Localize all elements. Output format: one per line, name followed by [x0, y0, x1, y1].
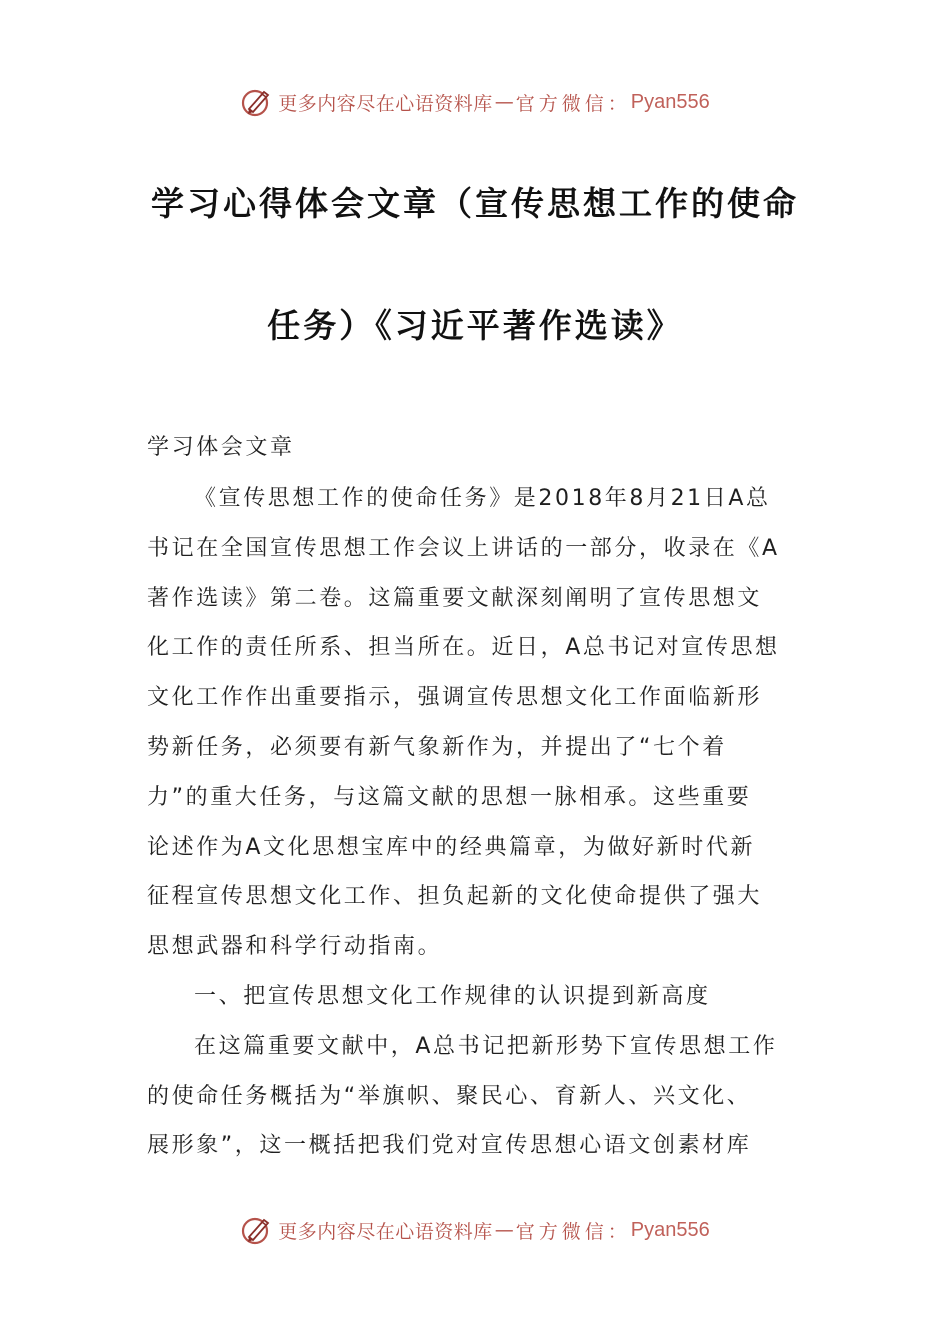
footer-dash: — [494, 1219, 514, 1241]
header-banner [0, 82, 950, 122]
paragraph-line: 征程宣传思想文化工作、担负起新的文化使命提供了强大 [147, 884, 763, 909]
pen-logo-icon [240, 1213, 274, 1247]
paragraph-line: 著作选读》第二卷。这篇重要文献深刻阐明了宣传思想文 [147, 586, 763, 611]
paragraph-line: 力”的重大任务，与这篇文献的思想一脉相承。这些重要 [147, 785, 752, 810]
document-title-line-2: 任务）《习近平著作选读》 [267, 306, 683, 345]
header-brand-text: 更多内容尽在心语资料库 [278, 92, 493, 115]
paragraph-line: 《宣传思想工作的使命任务》是2018年8月21日A总 [194, 486, 771, 511]
paragraph-line: 展形象”，这一概括把我们党对宣传思想心语文创素材库 [147, 1133, 752, 1158]
footer-official-label: 官方微信： [515, 1220, 631, 1243]
paragraph-line: 论述作为A文化思想宝库中的经典篇章，为做好新时代新 [147, 835, 756, 860]
pen-logo-icon [240, 85, 274, 119]
footer-banner [0, 1210, 950, 1250]
paragraph-line: 化工作的责任所系、担当所在。近日，A总书记对宣传思想 [147, 635, 780, 660]
paragraph-line: 在这篇重要文献中，A总书记把新形势下宣传思想工作 [194, 1034, 778, 1059]
header-official-label: 官方微信： [515, 92, 631, 115]
paragraph-line: 思想武器和科学行动指南。 [147, 934, 443, 959]
header-wechat-id: Pyan556 [630, 90, 710, 113]
footer-wechat-id: Pyan556 [630, 1218, 710, 1241]
header-dash: — [494, 91, 514, 113]
paragraph-line: 文化工作作出重要指示，强调宣传思想文化工作面临新形 [147, 685, 763, 710]
footer-brand-text: 更多内容尽在心语资料库 [278, 1220, 493, 1243]
section-heading: 一、把宣传思想文化工作规律的认识提到新高度 [194, 984, 711, 1009]
document-title-line-1: 学习心得体会文章（宣传思想工作的使命 [151, 184, 799, 223]
paragraph-line: 势新任务，必须要有新气象新作为，并提出了“七个着 [147, 735, 727, 760]
paragraph-line: 书记在全国宣传思想工作会议上讲话的一部分，收录在《A [147, 536, 780, 561]
paragraph-line: 的使命任务概括为“举旗帜、聚民心、育新人、兴文化、 [147, 1084, 752, 1109]
section-label: 学习体会文章 [147, 435, 295, 460]
